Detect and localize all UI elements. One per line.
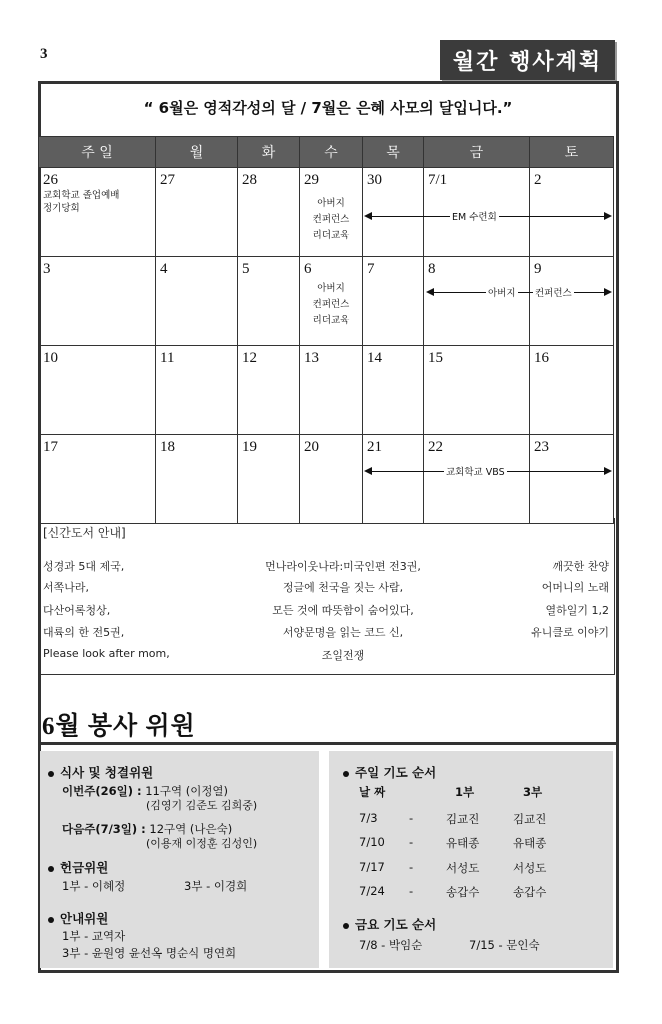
day-number: 9 <box>534 261 542 277</box>
day-number: 19 <box>242 439 257 455</box>
book-title: 모든 것에 따뜻함이 숨어있다, <box>272 604 414 617</box>
bullet-icon <box>48 917 54 923</box>
sunday-prayer-heading <box>343 763 436 781</box>
day-number: 28 <box>242 172 257 188</box>
prayer-col-date: 날 짜 <box>359 785 386 799</box>
event-text: 아버지 <box>486 285 518 299</box>
arrow-right-icon <box>604 288 612 296</box>
books-row <box>43 647 609 665</box>
prayer-third-leader: 김교진 <box>513 812 547 826</box>
event-text: 컨퍼런스 <box>312 214 350 225</box>
calendar-day <box>238 168 300 257</box>
day-number: 23 <box>534 439 549 455</box>
book-title: 깨끗한 찬양 <box>552 560 609 573</box>
calendar-day <box>530 346 614 435</box>
day-number: 22 <box>428 439 443 455</box>
meal-this-week-value: 11구역 (이정열) <box>145 784 229 798</box>
day-number: 5 <box>242 261 250 277</box>
calendar-day <box>424 257 530 346</box>
calendar-day <box>300 257 363 346</box>
friday-prayer-first: 7/8 - 박임순 <box>359 938 423 952</box>
weekday-fri: 금 <box>424 137 530 168</box>
prayer-first-leader: 유태종 <box>446 836 480 850</box>
meal-this-week-members: (김영기 김준도 김희중) <box>146 799 258 812</box>
calendar-week <box>39 435 614 524</box>
day-number: 3 <box>43 261 51 277</box>
prayer-third-leader: 서성도 <box>513 861 547 875</box>
meal-next-week-value: 12구역 (나은숙) <box>149 822 233 836</box>
book-title: 정글에 천국을 짓는 사람, <box>282 581 404 594</box>
service-committee-panel <box>40 751 319 968</box>
prayer-dash: - <box>409 860 414 874</box>
prayer-col-first: 1부 <box>455 785 475 799</box>
calendar-day <box>39 435 156 524</box>
weekday-header-row <box>39 137 614 168</box>
calendar-day <box>39 346 156 435</box>
calendar-day <box>300 435 363 524</box>
book-title: 열하일기 1,2 <box>545 604 609 617</box>
day-number: 15 <box>428 350 443 366</box>
day-number: 6 <box>304 261 312 277</box>
usher-third-service: 3부 - 윤원영 윤선옥 명순식 명연희 <box>62 946 237 960</box>
prayer-col-third: 3부 <box>523 785 543 799</box>
weekday-mon: 월 <box>156 137 238 168</box>
day-number: 17 <box>43 439 58 455</box>
calendar-week <box>39 346 614 435</box>
offering-committee-heading <box>48 858 108 876</box>
event-text: 아버지 <box>317 283 345 294</box>
day-number: 11 <box>160 350 175 366</box>
calendar-day <box>156 346 238 435</box>
calendar-day <box>156 257 238 346</box>
weekday-tue: 화 <box>238 137 300 168</box>
prayer-first-leader: 송갑수 <box>446 885 480 899</box>
calendar-day <box>238 346 300 435</box>
event-text: 교회학교 VBS <box>444 464 507 478</box>
calendar-day <box>156 168 238 257</box>
offering-third-service: 3부 - 이경희 <box>184 879 248 893</box>
books-row <box>43 579 609 597</box>
event-text: 리더교육 <box>312 315 350 326</box>
event-span-vbs <box>364 464 612 478</box>
prayer-dash: - <box>409 811 414 825</box>
weekday-wed: 수 <box>300 137 363 168</box>
event-text: 컨퍼런스 <box>312 299 350 310</box>
book-title: Please look after mom, <box>43 647 170 660</box>
book-title: 먼나라이웃나라:미국인편 전3권, <box>265 560 421 573</box>
event-text: 아버지 <box>317 198 345 209</box>
arrow-right-icon <box>604 467 612 475</box>
books-row <box>43 624 609 642</box>
usher-committee-heading <box>48 909 108 927</box>
calendar-day <box>363 435 424 524</box>
prayer-third-leader: 유태종 <box>513 836 547 850</box>
day-number: 20 <box>304 439 319 455</box>
section-heading: 6월 봉사 위원 <box>42 713 196 740</box>
book-title: 유니클로 이야기 <box>531 626 609 639</box>
day-number: 7 <box>367 261 375 277</box>
prayer-dash: - <box>409 884 414 898</box>
calendar-day <box>424 435 530 524</box>
books-row <box>43 558 609 576</box>
day-number: 8 <box>428 261 436 277</box>
event-span-father-conference <box>426 285 612 299</box>
day-number: 30 <box>367 172 382 188</box>
calendar-day <box>363 346 424 435</box>
friday-prayer-second: 7/15 - 문인숙 <box>469 938 540 952</box>
day-number: 27 <box>160 172 175 188</box>
book-title: 조일전쟁 <box>321 649 365 662</box>
weekday-thu: 목 <box>363 137 424 168</box>
day-number: 12 <box>242 350 257 366</box>
prayer-schedule-panel <box>329 751 613 968</box>
event-text: 교회학교 졸업예배 <box>43 190 120 201</box>
day-number: 29 <box>304 172 319 188</box>
day-number: 18 <box>160 439 175 455</box>
calendar-day <box>363 257 424 346</box>
meal-this-week-label: 이번주(26일) : <box>62 784 142 798</box>
new-books-box <box>38 518 615 675</box>
meal-next-week-members: (이용재 이정훈 김성인) <box>146 837 258 850</box>
book-title: 어머니의 노래 <box>541 581 609 594</box>
calendar-day <box>530 435 614 524</box>
book-title: 대륙의 한 전5권, <box>43 626 125 639</box>
prayer-date: 7/17 <box>359 860 385 874</box>
book-title: 성경과 5대 제국, <box>43 560 125 573</box>
event-text: 정기당회 <box>43 203 80 214</box>
day-number: 4 <box>160 261 168 277</box>
event-text: 컨퍼런스 <box>533 285 574 299</box>
span-line <box>432 292 606 293</box>
page-number: 3 <box>40 46 48 62</box>
book-title: 다산어록청상, <box>43 604 111 617</box>
calendar-day <box>238 257 300 346</box>
day-number: 7/1 <box>428 172 448 188</box>
bullet-icon <box>343 923 349 929</box>
prayer-dash: - <box>409 835 414 849</box>
calendar-day <box>39 257 156 346</box>
weekday-sun: 주 일 <box>39 137 156 168</box>
event-text: EM 수련회 <box>450 209 499 223</box>
friday-prayer-heading <box>343 915 436 933</box>
day-number: 14 <box>367 350 382 366</box>
calendar-day <box>156 435 238 524</box>
calendar-day <box>530 257 614 346</box>
prayer-first-leader: 서성도 <box>446 861 480 875</box>
prayer-first-leader: 김교진 <box>446 812 480 826</box>
calendar-day <box>424 346 530 435</box>
meal-committee-title: 식사 및 청결위원 <box>60 765 154 780</box>
prayer-third-leader: 송갑수 <box>513 885 547 899</box>
calendar-day <box>39 168 156 257</box>
day-number: 10 <box>43 350 58 366</box>
prayer-date: 7/3 <box>359 811 378 825</box>
bottom-divider <box>38 970 619 973</box>
day-number: 26 <box>43 172 58 188</box>
bullet-icon <box>343 771 349 777</box>
offering-first-service: 1부 - 이혜정 <box>62 879 126 893</box>
arrow-right-icon <box>604 212 612 220</box>
prayer-date: 7/10 <box>359 835 385 849</box>
section-divider <box>38 742 619 745</box>
bullet-icon <box>48 771 54 777</box>
day-number: 16 <box>534 350 549 366</box>
book-title: 서쪽나라, <box>43 581 90 594</box>
calendar-week <box>39 257 614 346</box>
meal-next-week-label: 다음주(7/3일) : <box>62 822 146 836</box>
prayer-date: 7/24 <box>359 884 385 898</box>
friday-prayer-title: 금요 기도 순서 <box>355 917 437 932</box>
books-title: [신간도서 안내] <box>43 526 126 540</box>
calendar-day <box>300 346 363 435</box>
book-title: 서양문명을 읽는 코드 신, <box>282 626 404 639</box>
meal-committee-heading <box>48 763 153 781</box>
page-title: 월간 행사계획 <box>440 40 615 80</box>
offering-committee-title: 헌금위원 <box>60 860 109 875</box>
day-number: 2 <box>534 172 542 188</box>
event-span-em-retreat <box>364 209 612 223</box>
usher-first-service: 1부 - 교역자 <box>62 929 126 943</box>
event-text: 리더교육 <box>312 230 350 241</box>
books-row <box>43 602 609 620</box>
calendar-day <box>238 435 300 524</box>
day-number: 21 <box>367 439 382 455</box>
monthly-quote: “ 6월은 영적각성의 달 / 7월은 은혜 사모의 달입니다.” <box>143 99 513 117</box>
sunday-prayer-title: 주일 기도 순서 <box>355 765 437 780</box>
calendar-day <box>300 168 363 257</box>
weekday-sat: 토 <box>530 137 614 168</box>
bullet-icon <box>48 866 54 872</box>
day-number: 13 <box>304 350 319 366</box>
usher-committee-title: 안내위원 <box>60 911 109 926</box>
